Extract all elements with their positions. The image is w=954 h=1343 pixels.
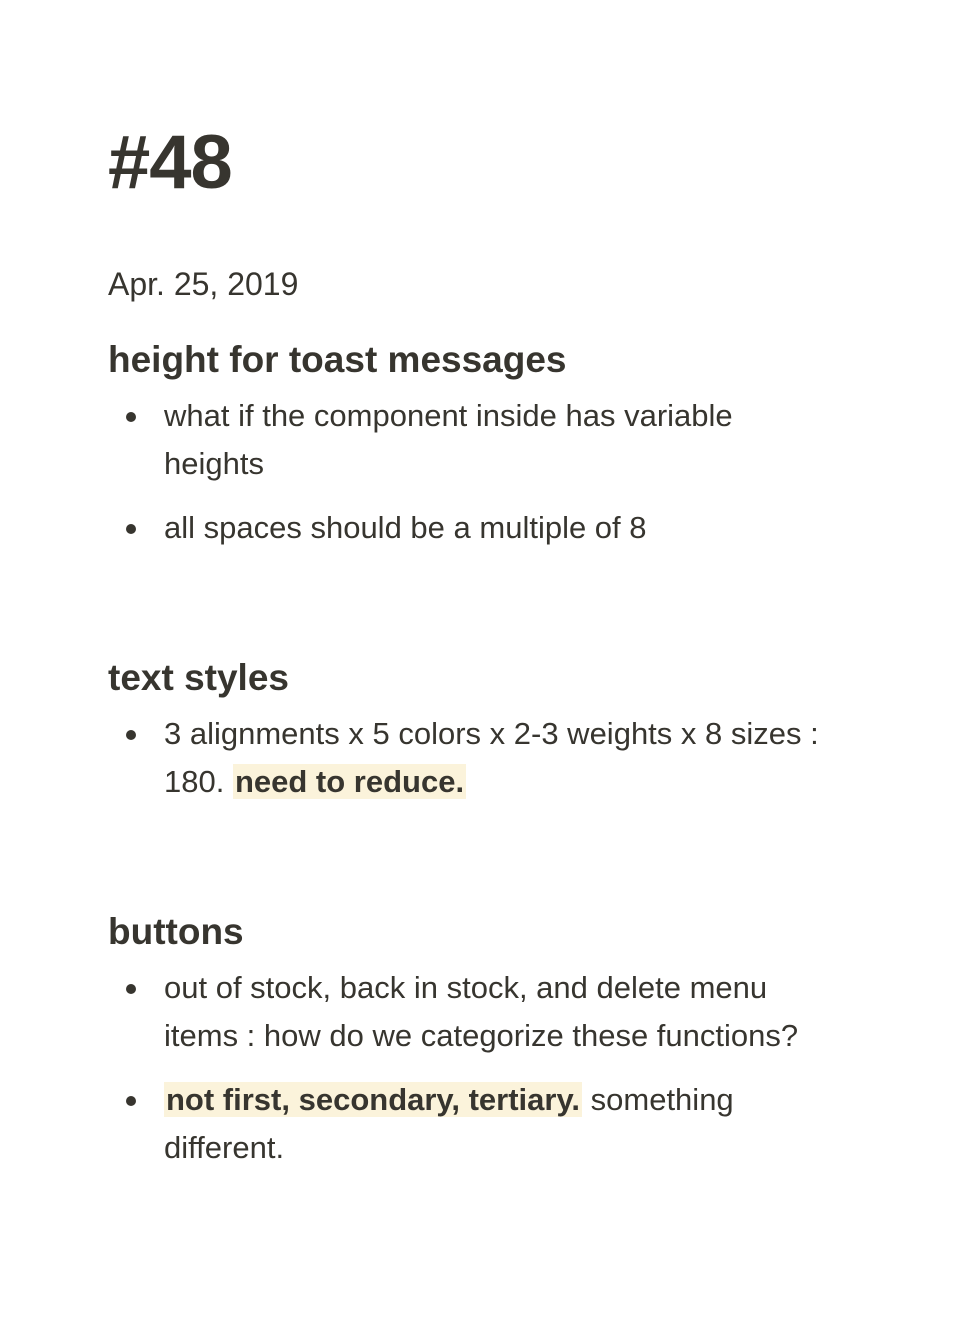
list-item [108,964,828,1060]
section-buttons [108,908,828,1172]
bullet-icon [126,984,136,994]
section-heading: text styles [108,657,289,698]
bullet-icon [126,524,136,534]
bullet-list [108,964,828,1172]
bullet-icon [126,1096,136,1106]
section-text-styles [108,654,828,806]
page-date: Apr. 25, 2019 [108,266,299,302]
list-item [108,1076,828,1172]
bullet-icon [126,730,136,740]
bullet-icon [126,412,136,422]
list-item-text: all spaces should be a multiple of 8 [164,510,647,545]
section-toast-messages [108,336,828,552]
list-item [108,392,828,488]
highlighted-text: not first, secondary, tertiary. [166,1082,581,1117]
section-heading: height for toast messages [108,339,567,380]
list-item-text: what if the component inside has variable heights [164,398,733,481]
list-item-text: something different. [164,1082,734,1165]
list-item-text: 3 alignments x 5 colors x 2-3 weights x 8 sizes : 180. [164,716,819,799]
list-item [108,710,828,806]
list-item-text: out of stock, back in stock, and delete menu items : how do we categorize these functions? [164,970,799,1053]
page-title: #48 [108,120,232,205]
section-heading: buttons [108,911,244,952]
bullet-list [108,710,828,806]
highlighted-text: need to reduce. [234,764,465,799]
bullet-list [108,392,828,552]
list-item [108,504,828,552]
